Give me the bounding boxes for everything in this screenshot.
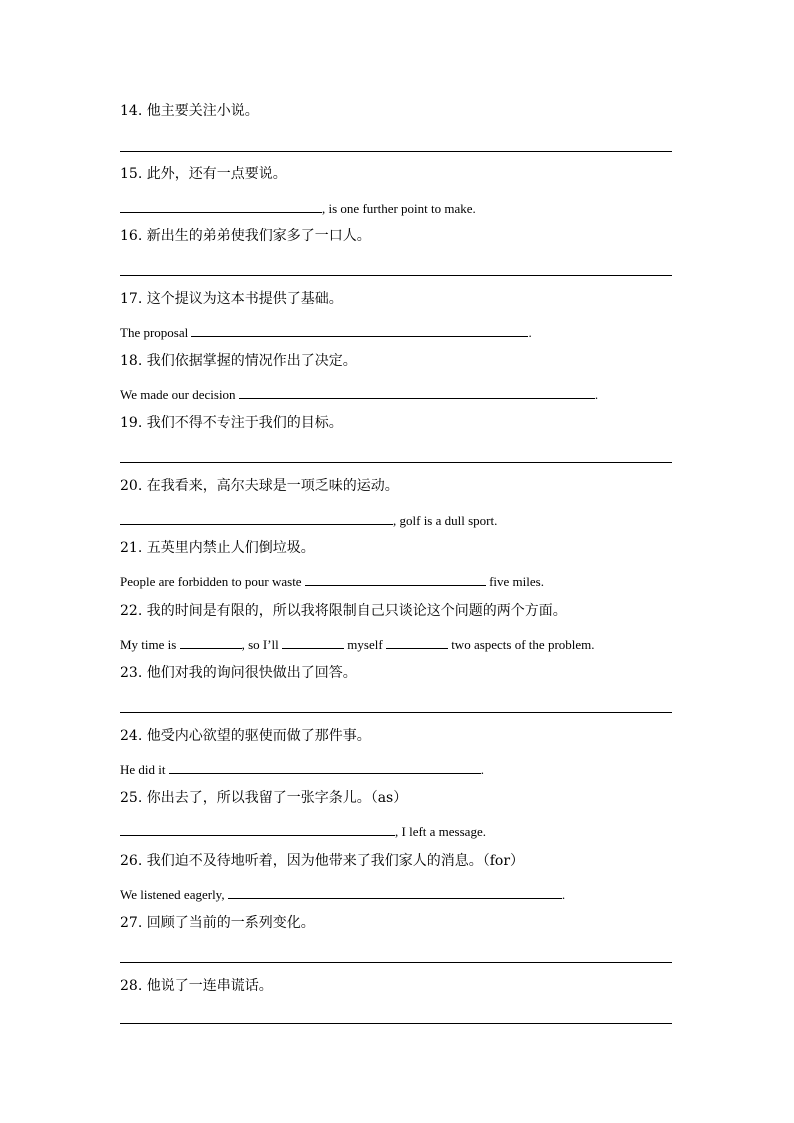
question-18: 18. 我们依据掌握的情况作出了决定。 — [120, 353, 357, 369]
question-16: 16. 新出生的弟弟使我们家多了一口人。 — [120, 228, 371, 244]
answer-text-26-pre: We listened eagerly, — [120, 887, 225, 902]
answer-line-23[interactable] — [120, 712, 672, 713]
answer-text-25-post: , I left a message. — [395, 824, 486, 839]
answer-text-21-post: five miles. — [489, 574, 544, 589]
answer-text-17-post: . — [528, 325, 532, 340]
answer-text-22-part2: , so I’ll — [241, 637, 279, 652]
question-24: 24. 他受内心欲望的驱使而做了那件事。 — [120, 728, 371, 744]
question-20: 20. 在我看来，高尔夫球是一项乏味的运动。 — [120, 478, 399, 494]
answer-blank-22-2[interactable] — [282, 635, 344, 649]
answer-row-24 — [120, 760, 484, 778]
question-22: 22. 我的时间是有限的，所以我将限制自己只谈论这个问题的两个方面。 — [120, 603, 567, 619]
answer-blank-24[interactable] — [169, 760, 481, 774]
answer-text-20-post: , golf is a dull sport. — [393, 513, 498, 528]
answer-text-18-post: . — [594, 387, 599, 402]
question-28: 28. 他说了一连串谎话。 — [120, 978, 273, 994]
answer-row-20 — [120, 511, 497, 529]
answer-line-28[interactable] — [120, 1023, 672, 1024]
answer-row-22 — [120, 635, 595, 653]
question-14: 14. 他主要关注小说。 — [120, 103, 259, 119]
question-17: 17. 这个提议为这本书提供了基础。 — [120, 291, 343, 307]
answer-text-21-pre: People are forbidden to pour waste — [120, 574, 302, 589]
answer-text-18-pre: We made our decision — [120, 387, 236, 402]
question-21: 21. 五英里内禁止人们倒垃圾。 — [120, 540, 315, 556]
answer-blank-21[interactable] — [305, 572, 486, 586]
question-25: 25. 你出去了，所以我留了一张字条儿。（as） — [120, 790, 408, 806]
answer-text-22-part4: two aspects of the problem. — [451, 637, 595, 652]
answer-row-25 — [120, 822, 486, 840]
answer-row-26 — [120, 885, 565, 903]
answer-text-22-part1: My time is — [120, 637, 177, 652]
answer-text-26-post: . — [561, 887, 566, 902]
answer-row-21 — [120, 572, 544, 590]
answer-blank-20[interactable] — [120, 511, 393, 525]
question-15: 15. 此外，还有一点要说。 — [120, 166, 287, 182]
answer-line-14[interactable] — [120, 151, 672, 152]
question-23: 23. 他们对我的询问很快做出了回答。 — [120, 665, 357, 681]
answer-blank-17[interactable] — [191, 323, 528, 337]
question-19: 19. 我们不得不专注于我们的目标。 — [120, 415, 343, 431]
answer-text-24-pre: He did it — [120, 762, 166, 777]
answer-blank-15[interactable] — [120, 199, 322, 213]
question-26: 26. 我们迫不及待地听着，因为他带来了我们家人的消息。（for） — [120, 853, 525, 869]
answer-blank-25[interactable] — [120, 822, 395, 836]
answer-row-15 — [120, 199, 476, 217]
answer-text-17-pre: The proposal — [120, 325, 189, 340]
answer-text-15-post: , is one further point to make. — [322, 201, 476, 216]
answer-text-24-post: . — [480, 762, 484, 777]
answer-line-27[interactable] — [120, 962, 672, 963]
answer-blank-26[interactable] — [228, 885, 562, 899]
answer-row-17 — [120, 323, 532, 341]
answer-line-19[interactable] — [120, 462, 672, 463]
answer-blank-18[interactable] — [239, 385, 595, 399]
answer-blank-22-1[interactable] — [180, 635, 242, 649]
question-27: 27. 回顾了当前的一系列变化。 — [120, 915, 315, 931]
answer-text-22-part3: myself — [347, 637, 383, 652]
answer-row-18 — [120, 385, 598, 403]
answer-blank-22-3[interactable] — [386, 635, 448, 649]
answer-line-16[interactable] — [120, 275, 672, 276]
